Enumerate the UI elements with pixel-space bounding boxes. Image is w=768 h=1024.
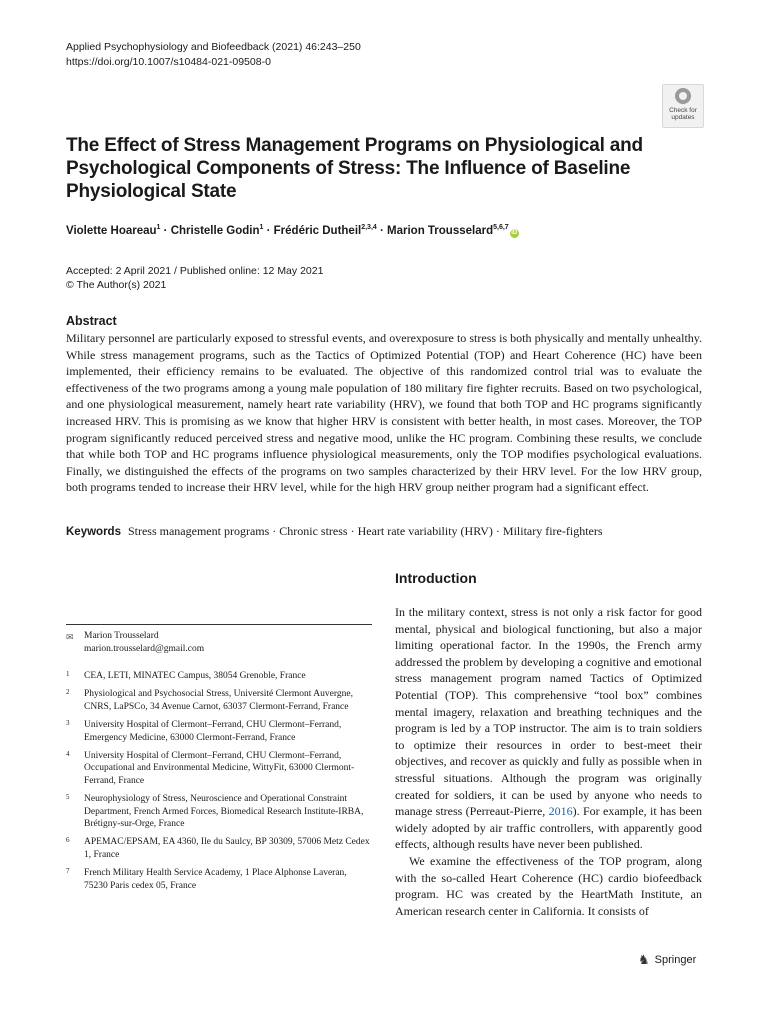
affiliation-item <box>66 688 372 713</box>
publisher-name: Springer <box>654 954 697 966</box>
paragraph-text: In the military context, stress is not only a risk factor for good mental, physical and biological functioning, but also a major limiting operational factor. In the 1990s, the French army addressed the problem by developing a cognitive and emotional stress management program named Tactics of Optimized Potential (TOP). This comprehensive “tool box” combines mental imagery, relaxation and breathing techniques and the program is led by a TOP instructor. The aim is to train soldiers to optimize their resources in order to best-meet their objectives, and recover as quickly and fully as possible when in stressful situations. Although the program was originally created for soldiers, it can be used by anyone who needs to manage stress (Perreaut-Pierre, <box>395 605 702 819</box>
springer-logo-icon: ♞ <box>638 952 650 967</box>
author-affiliation-ref: 1 <box>259 224 264 231</box>
publisher-footer <box>638 952 696 968</box>
author-separator: · <box>263 224 274 237</box>
affiliation-text: University Hospital of Clermont–Ferrand, CHU Clermont–Ferrand, Occupational and Environmental Medicine, WittyFit, 63000 Clermont-Ferrand, France <box>84 751 355 786</box>
affiliation-number: 1 <box>66 670 70 678</box>
affiliation-item <box>66 670 372 682</box>
crossmark-icon <box>675 88 691 104</box>
affiliation-number: 2 <box>66 688 70 697</box>
author-separator: · <box>160 224 171 237</box>
author-name[interactable]: Marion Trousselard <box>387 224 494 237</box>
journal-header <box>66 40 361 70</box>
affiliation-number: 5 <box>66 793 70 802</box>
affiliation-number: 4 <box>66 750 70 759</box>
author-name[interactable]: Christelle Godin <box>170 224 260 237</box>
abstract-heading: Abstract <box>66 314 117 328</box>
corresponding-author-email[interactable]: marion.trousselard@gmail.com <box>84 643 205 654</box>
accepted-published-dates: Accepted: 2 April 2021 / Published online: 12 May 2021 <box>66 265 324 277</box>
keywords-label: Keywords <box>66 526 121 538</box>
author-name[interactable]: Violette Hoareau <box>66 224 157 237</box>
citation-link[interactable]: 2016 <box>548 804 573 819</box>
paragraph-text: ). For example, it has been widely adopted by air traffic controllers, with apparently good effects, although results have never been published. <box>395 804 702 852</box>
affiliation-item <box>66 793 372 830</box>
keywords <box>66 524 706 539</box>
affiliation-text: Physiological and Psychosocial Stress, Université Clermont Auvergne, CNRS, LaPSCo, 34 Avenue Carnot, 63037 Clermont-Ferrand, France <box>84 689 353 712</box>
affiliations-list <box>66 670 372 898</box>
affiliation-text: APEMAC/EPSAM, EA 4360, Ile du Saulcy, BP 30309, 57006 Metz Cedex 1, France <box>84 837 370 860</box>
envelope-icon: ✉ <box>66 632 74 642</box>
journal-citation: Applied Psychophysiology and Biofeedback (2021) 46:243–250 <box>66 41 361 53</box>
affiliation-item <box>66 836 372 861</box>
check-for-updates-badge[interactable] <box>662 84 704 128</box>
affiliation-number: 7 <box>66 867 70 876</box>
article-dates <box>66 264 323 292</box>
article-title: The Effect of Stress Management Programs on Physiological and Psychological Components of Stress: The Influence of Baseline Physiological State <box>66 135 643 202</box>
affiliation-text: Neurophysiology of Stress, Neuroscience and Operational Constraint Department, French Armed Forces, Biomedical Research Institute-IRBA, Brétigny-sur-Orge, France <box>84 794 364 830</box>
keywords-list: Stress management programs · Chronic stress · Heart rate variability (HRV) · Military fire-fighters <box>127 524 603 538</box>
affiliation-number: 6 <box>66 836 70 845</box>
affiliation-number: 3 <box>66 719 70 728</box>
affiliation-text: University Hospital of Clermont–Ferrand, CHU Clermont–Ferrand, Emergency Medicine, 63000 Clermont-Ferrand, France <box>84 720 342 743</box>
affiliation-item <box>66 750 372 787</box>
doi-link[interactable]: https://doi.org/10.1007/s10484-021-09508-0 <box>66 56 271 68</box>
author-separator: · <box>376 224 388 237</box>
crossmark-line1: Check for <box>669 107 697 114</box>
corresponding-author-name: Marion Trousselard <box>84 631 159 641</box>
affiliation-item <box>66 867 372 892</box>
crossmark-line2: updates <box>671 114 695 121</box>
author-affiliation-ref: 2,3,4 <box>361 224 377 231</box>
orcid-icon[interactable]: iD <box>511 229 518 236</box>
introduction-body <box>395 604 702 919</box>
author-affiliation-ref: 5,6,7 <box>493 224 509 231</box>
corresponding-author <box>66 630 204 655</box>
author-affiliation-ref: 1 <box>156 224 161 231</box>
copyright-notice: © The Author(s) 2021 <box>66 279 167 291</box>
author-list <box>66 224 519 238</box>
affiliation-text: CEA, LETI, MINATEC Campus, 38054 Grenoble, France <box>84 671 306 681</box>
footnote-divider <box>66 624 372 625</box>
affiliation-item <box>66 719 372 744</box>
author-name[interactable]: Frédéric Dutheil <box>273 224 362 237</box>
affiliation-text: French Military Health Service Academy, 1 Place Alphonse Laveran, 75230 Paris cedex 05, France <box>84 868 347 891</box>
introduction-heading: Introduction <box>395 570 477 586</box>
abstract-text: Military personnel are particularly exposed to stressful events, and overexposure to stress is both physically and mentally unhealthy. While stress management programs, such as the Tactics of Optimized Potential (TOP) and Heart Coherence (HC) have been implemented, their efficiency remains to be evaluated. The objective of this randomized control trial was to evaluate the effectiveness of the two programs among a young male population of 180 military fire fighter recruits. Based on two psychological, and one physiological measurement, namely heart rate variability (HRV), we found that both TOP and HC programs significantly increased HRV. This is promising as we know that higher HRV is consistent with better health, in most cases. Moreover, the TOP program significantly reduced perceived stress and negative mood, unlike the HC program. Combining these results, we conclude that while both TOP and HC programs influence physiological measurements, only the TOP modifies psychological evaluations. Finally, we distinguished the effects of the programs on two samples characterized by their HRV level. For the low HRV group, both programs tended to increase their HRV level, while for the high HRV group neither program had a significant effect. <box>66 331 702 495</box>
introduction-paragraph <box>395 604 702 853</box>
introduction-paragraph: We examine the effectiveness of the TOP program, along with the so-called Heart Coherence (HC) cardio biofeedback program. HC was created by the HeartMath Institute, an American research center in California. It consists of <box>395 853 702 918</box>
